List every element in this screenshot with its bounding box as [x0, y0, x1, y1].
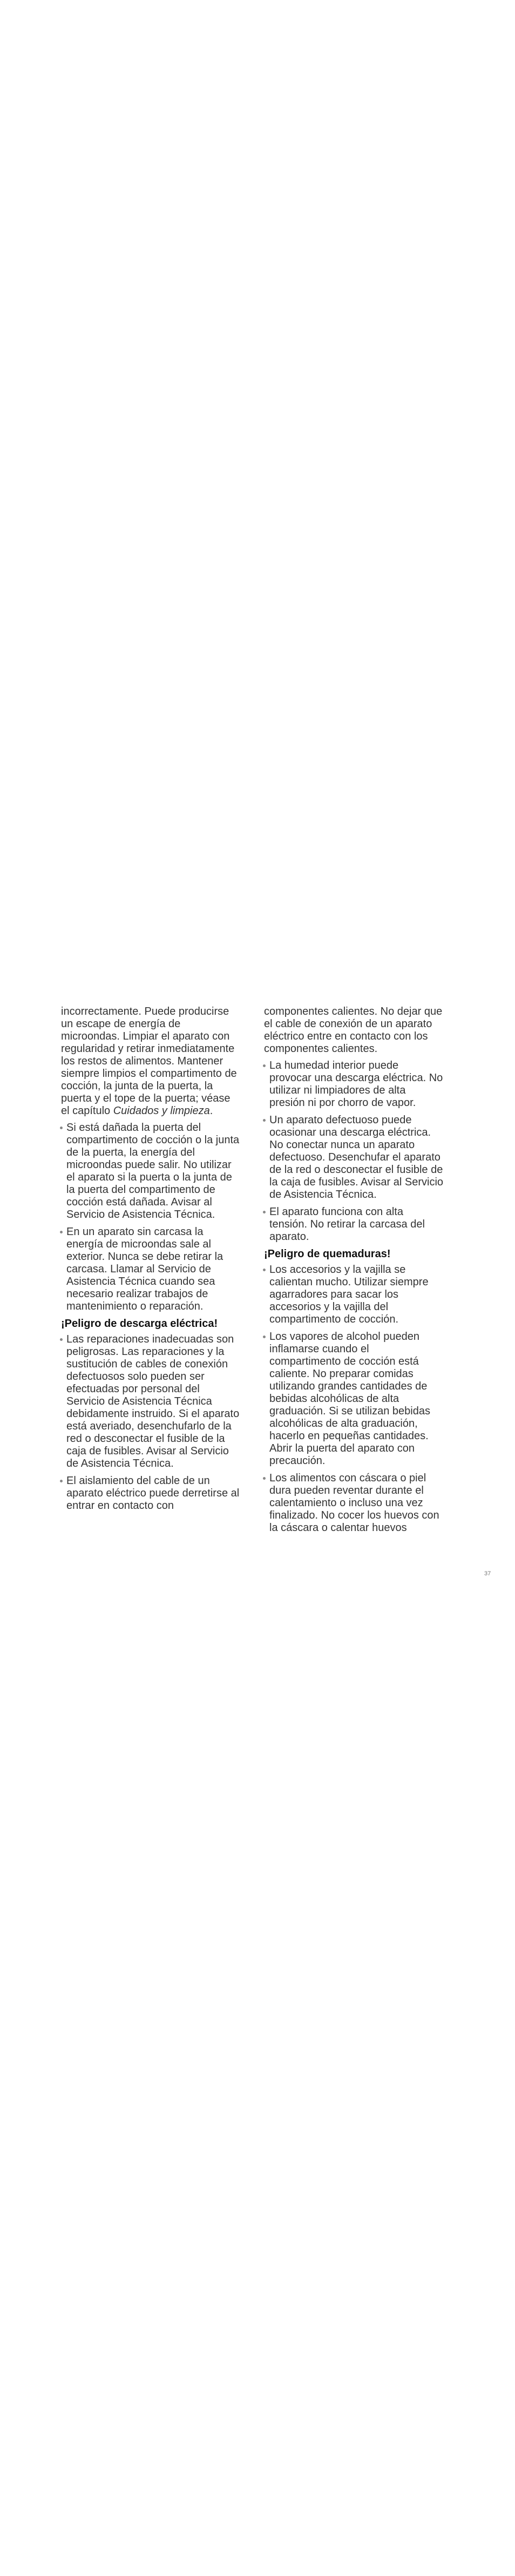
list-item: [61, 1122, 240, 1221]
bullet-icon: [263, 1119, 266, 1122]
continuation-paragraph: componentes calientes. No dejar que el cable de conexión de un aparato eléctrico entre en contacto con los componentes calientes.: [264, 1006, 443, 1055]
intro-text: incorrectamente. Puede producirse un escape de energía de microondas. Limpiar el aparato con regularidad y retirar inmediatamente los restos de alimentos. Mantener siempre limpios el compartimento de cocción, la junta de la puerta, la puerta y el tope de la puerta; véase el capítulo: [61, 1006, 237, 1117]
bullet-icon: [263, 1269, 266, 1271]
list-item-text: En un aparato sin carcasa la energía de microondas sale al exterior. Nunca se debe retirar la carcasa. Llamar al Servicio de Asistencia Técnica cuando sea necesario realizar trabajos de mantenimiento o reparación.: [66, 1226, 223, 1312]
bullet-icon: [60, 1127, 63, 1129]
left-column: [61, 1006, 240, 1517]
heading-electric-shock: ¡Peligro de descarga eléctrica!: [61, 1318, 218, 1330]
page-number: 37: [484, 1570, 491, 1577]
list-item: [264, 1114, 443, 1201]
list-item-text: Los alimentos con cáscara o piel dura pueden reventar durante el calentamiento o incluso una vez finalizado. No cocer los huevos con la cáscara o calentar huevos: [269, 1472, 439, 1534]
list-item-text: Un aparato defectuoso puede ocasionar una descarga eléctrica. No conectar nunca un aparato defectuoso. Desenchufar el aparato de la red o desconectar el fusible de la caja de fusibles. Avisar al Servicio de Asistencia Técnica.: [269, 1114, 444, 1201]
list-item: [264, 1206, 443, 1243]
bullet-icon: [263, 1211, 266, 1213]
list-item: [264, 1331, 443, 1467]
chapter-reference: Cuidados y limpieza: [113, 1105, 210, 1117]
intro-end: .: [209, 1105, 213, 1117]
list-item-text: Los accesorios y la vajilla se calientan mucho. Utilizar siempre agarradores para sacar los accesorios y la vajilla del compartimento de cocción.: [269, 1264, 429, 1325]
list-item-text: El aislamiento del cable de un aparato eléctrico puede derretirse al entrar en contacto con: [66, 1475, 240, 1512]
list-item-text: El aparato funciona con alta tensión. No retirar la carcasa del aparato.: [269, 1206, 425, 1243]
list-item: [264, 1060, 443, 1109]
list-item: [264, 1472, 443, 1534]
bullet-icon: [60, 1231, 63, 1233]
bullet-icon: [60, 1338, 63, 1341]
list-item: [264, 1264, 443, 1326]
list-item-text: Los vapores de alcohol pueden inflamarse cuando el compartimento de cocción está caliente. No preparar comidas utilizando grandes cantidades de bebidas alcohólicas de alta graduación. Si se utilizan bebidas alcohólicas de alta graduación, hacerlo en pequeñas cantidades. Abrir la puerta del aparato con precaución.: [269, 1331, 430, 1467]
list-item: [61, 1226, 240, 1313]
list-item-text: La humedad interior puede provocar una descarga eléctrica. No utilizar ni limpiadores de alta presión ni por chorro de vapor.: [269, 1060, 443, 1109]
right-column: [264, 1006, 443, 1539]
heading-burns: ¡Peligro de quemaduras!: [264, 1248, 391, 1260]
bullet-icon: [263, 1064, 266, 1067]
list-item-text: Si está dañada la puerta del compartimento de cocción o la junta de la puerta, la energía del microondas puede salir. No utilizar el aparato si la puerta o la junta de la puerta del compartimento de cocción está dañada. Avisar al Servicio de Asistencia Técnica.: [66, 1122, 240, 1220]
bullet-icon: [263, 1477, 266, 1480]
bullet-icon: [263, 1336, 266, 1338]
list-item-text: Las reparaciones inadecuadas son peligrosas. Las reparaciones y la sustitución de cables de conexión defectuosos solo pueden ser efectuadas por personal del Servicio de Asistencia Técnica debidamente instruido. Si el aparato está averiado, desenchufarlo de la red o desconectar el fusible de la caja de fusibles. Avisar al Servicio de Asistencia Técnica.: [66, 1333, 240, 1469]
intro-paragraph: [61, 1006, 240, 1117]
list-item: [61, 1333, 240, 1470]
list-item: [61, 1475, 240, 1512]
bullet-icon: [60, 1480, 63, 1482]
